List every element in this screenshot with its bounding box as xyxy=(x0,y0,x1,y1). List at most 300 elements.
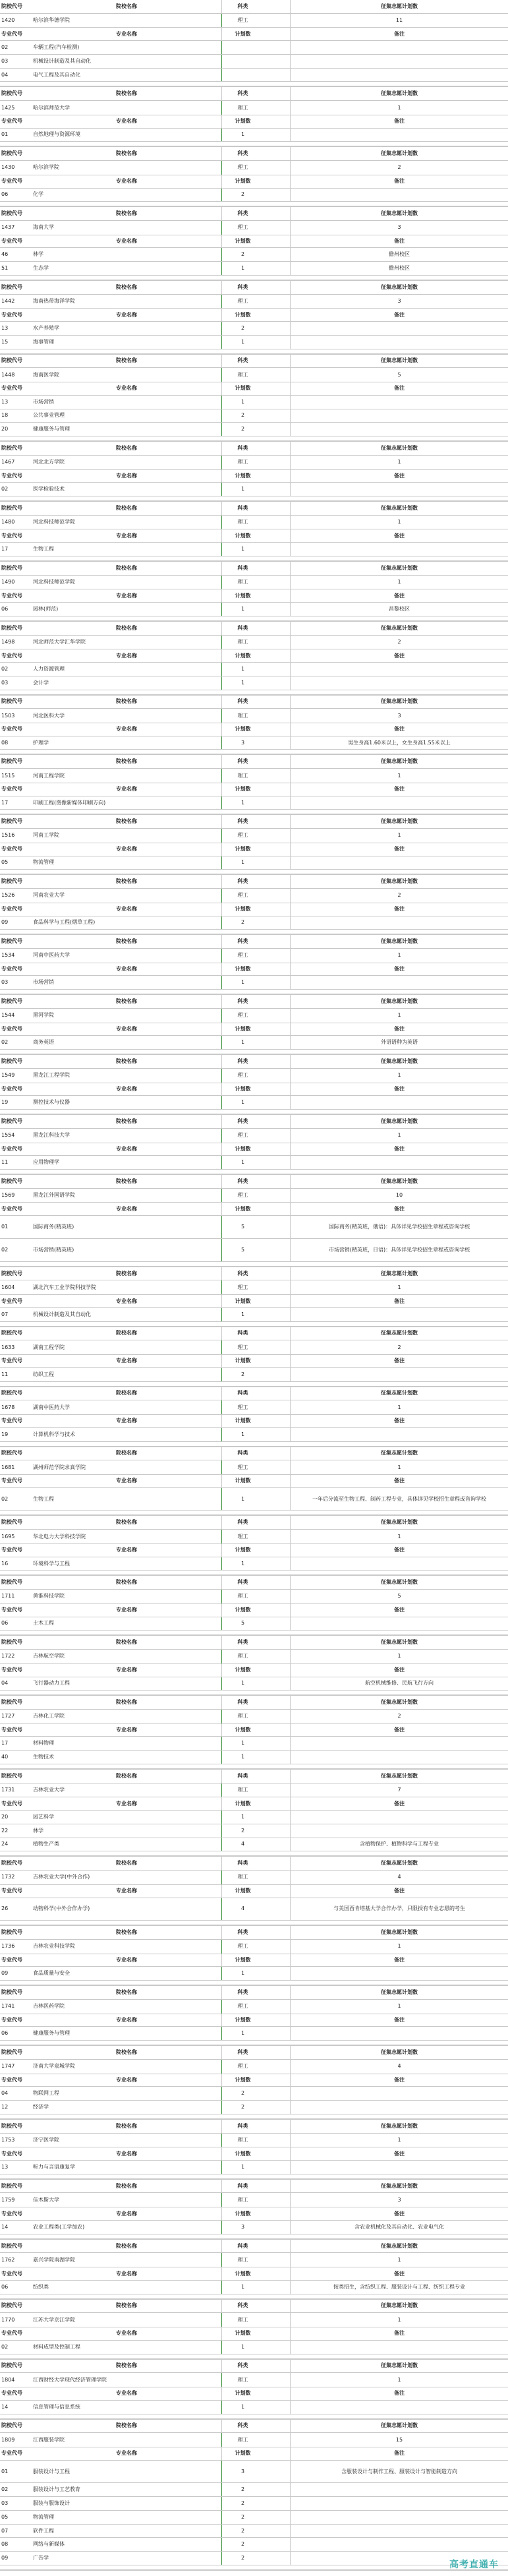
school-block xyxy=(0,2120,508,2180)
major-row xyxy=(0,2281,508,2294)
major-name: 机械设计制造及其自动化 xyxy=(33,57,91,64)
plan-count-header: 计划数 xyxy=(221,175,264,188)
major-name-header: 专业名称 xyxy=(116,906,137,913)
major-row xyxy=(0,1751,508,1764)
school-block xyxy=(0,2300,508,2360)
block-gap xyxy=(0,2565,508,2569)
plan-count-header: 计划数 xyxy=(221,1544,264,1557)
major-code: 03 xyxy=(1,679,9,686)
school-code-header: 院校代号 xyxy=(1,1270,22,1276)
major-name: 国际商务(精英班) xyxy=(33,1224,74,1230)
major-name: 纺织类 xyxy=(33,2283,49,2290)
plan-count-header: 计划数 xyxy=(221,1664,264,1677)
plan-value: 1 xyxy=(290,2313,508,2327)
major-name: 土木工程 xyxy=(33,1620,54,1627)
category-value: 理工 xyxy=(221,2193,264,2207)
major-count: 1 xyxy=(221,2161,264,2174)
major-name: 服装设计与工艺教育 xyxy=(33,2486,80,2493)
major-code: 04 xyxy=(1,1680,9,1687)
major-count: 1 xyxy=(221,1036,264,1049)
plan-value: 1 xyxy=(290,1400,508,1414)
block-gap xyxy=(0,1691,508,1694)
major-note xyxy=(290,976,508,989)
school-name-header: 院校名称 xyxy=(116,698,137,705)
category-value: 理工 xyxy=(221,1710,264,1723)
major-row xyxy=(0,2101,508,2114)
school-header-row xyxy=(0,995,508,1009)
school-name: 哈尔滨师范大学 xyxy=(33,104,70,111)
major-count: 1 xyxy=(221,336,264,349)
major-note: 一年后分流至生物工程、制药工程专业，具体详见学校招生章程或咨询学校 xyxy=(290,1488,508,1511)
major-row xyxy=(0,2341,508,2354)
major-name: 园林(师范) xyxy=(33,605,59,612)
major-name: 服装与服饰设计 xyxy=(33,2500,70,2507)
plan-header: 征集志愿计划数 xyxy=(290,207,508,220)
major-header-row xyxy=(0,1083,508,1096)
school-block xyxy=(0,1115,508,1175)
plan-value: 1 xyxy=(290,1460,508,1474)
notes-header: 备注 xyxy=(290,2207,508,2220)
school-code: 1727 xyxy=(1,1713,15,1720)
major-row xyxy=(0,129,508,142)
school-block xyxy=(0,502,508,562)
school-row xyxy=(0,1069,508,1083)
category-header: 科类 xyxy=(221,1175,264,1188)
major-name-header: 专业名称 xyxy=(116,2017,137,2023)
school-code-header: 院校代号 xyxy=(1,284,22,290)
plan-value: 1 xyxy=(290,101,508,115)
major-row xyxy=(0,2552,508,2565)
major-code: 02 xyxy=(1,1495,9,1502)
major-count: 2 xyxy=(221,2087,264,2100)
notes-header: 备注 xyxy=(290,1797,508,1810)
major-code: 13 xyxy=(1,398,9,405)
block-gap xyxy=(0,2114,508,2118)
school-block xyxy=(0,87,508,147)
category-header: 科类 xyxy=(221,1576,264,1589)
category-header: 科类 xyxy=(221,1770,264,1783)
notes-header: 备注 xyxy=(290,1143,508,1156)
major-name: 公共事业管理 xyxy=(33,412,65,419)
school-header-row xyxy=(0,562,508,576)
major-code: 02 xyxy=(1,665,9,672)
major-name-header: 专业名称 xyxy=(116,726,137,733)
major-code: 06 xyxy=(1,2030,9,2037)
major-note: 航空机械维修、民航飞行方向 xyxy=(290,1677,508,1691)
school-code-header: 院校代号 xyxy=(1,3,22,9)
school-header-row xyxy=(0,1055,508,1069)
school-name-header: 院校名称 xyxy=(116,2049,137,2055)
major-count: 1 xyxy=(221,483,264,496)
major-note xyxy=(290,2101,508,2114)
major-row xyxy=(0,1488,508,1511)
category-value: 理工 xyxy=(221,889,264,903)
plan-value: 1 xyxy=(290,576,508,589)
plan-count-header: 计划数 xyxy=(221,2447,264,2460)
plan-value: 1 xyxy=(290,2253,508,2267)
major-row xyxy=(0,603,508,616)
plan-count-header: 计划数 xyxy=(221,1083,264,1096)
school-code-header: 院校代号 xyxy=(1,938,22,945)
major-name-header: 专业名称 xyxy=(116,472,137,479)
major-name-header: 专业名称 xyxy=(116,1888,137,1894)
school-row xyxy=(0,709,508,723)
major-header-row xyxy=(0,2207,508,2221)
school-row xyxy=(0,1650,508,1664)
plan-count-header: 计划数 xyxy=(221,2014,264,2027)
plan-value: 1 xyxy=(290,949,508,963)
block-gap xyxy=(0,436,508,440)
major-row xyxy=(0,55,508,69)
school-row xyxy=(0,2253,508,2267)
category-value: 理工 xyxy=(221,1590,264,1603)
major-header-row xyxy=(0,1203,508,1216)
plan-count-header: 计划数 xyxy=(221,649,264,662)
major-code: 06 xyxy=(1,1620,9,1627)
plan-value: 1 xyxy=(290,829,508,843)
major-name-header: 专业名称 xyxy=(116,30,137,37)
major-note xyxy=(290,2087,508,2100)
category-header: 科类 xyxy=(221,2046,264,2059)
major-note: 按类招生，含纺织工程、服装设计与工程、纺织工程专业 xyxy=(290,2281,508,2294)
plan-count-header: 计划数 xyxy=(221,1724,264,1737)
major-code-header: 专业代号 xyxy=(1,385,22,392)
major-row xyxy=(0,736,508,750)
major-code-header: 专业代号 xyxy=(1,2150,22,2157)
major-name: 林学 xyxy=(33,1827,43,1834)
category-value: 理工 xyxy=(221,1340,264,1354)
major-name: 植物生产类 xyxy=(33,1841,59,1847)
school-header-row xyxy=(0,2300,508,2314)
major-name-header: 专业名称 xyxy=(116,2450,137,2457)
school-code: 1711 xyxy=(1,1593,15,1600)
school-name: 湖南中医药大学 xyxy=(33,1404,70,1410)
major-row xyxy=(0,976,508,990)
major-name: 市场营销 xyxy=(33,398,54,405)
school-name-header: 院校名称 xyxy=(116,504,137,511)
major-name: 护理学 xyxy=(33,739,49,746)
school-code-header: 院校代号 xyxy=(1,1330,22,1336)
category-header: 科类 xyxy=(221,1857,264,1870)
category-header: 科类 xyxy=(221,87,264,100)
school-block xyxy=(0,696,508,756)
plan-count-header: 计划数 xyxy=(221,1954,264,1967)
category-value: 理工 xyxy=(221,2373,264,2387)
major-name-header: 专业名称 xyxy=(116,1418,137,1424)
school-code-header: 院校代号 xyxy=(1,624,22,631)
category-header: 科类 xyxy=(221,0,264,13)
major-name-header: 专业名称 xyxy=(116,1607,137,1613)
major-header-row xyxy=(0,2267,508,2281)
major-code: 14 xyxy=(1,2223,9,2230)
major-name-header: 专业名称 xyxy=(116,385,137,392)
school-name: 吉林农业大学(中外合作) xyxy=(33,1874,90,1880)
notes-header: 备注 xyxy=(290,1664,508,1677)
school-code-header: 院校代号 xyxy=(1,210,22,217)
major-row xyxy=(0,1216,508,1239)
school-name-header: 院校名称 xyxy=(116,998,137,1005)
category-header: 科类 xyxy=(221,1327,264,1340)
major-name-header: 专业名称 xyxy=(116,2390,137,2397)
plan-count-header: 计划数 xyxy=(221,2207,264,2220)
school-code: 1467 xyxy=(1,459,15,465)
school-block xyxy=(0,755,508,815)
block-gap xyxy=(0,1262,508,1266)
notes-header: 备注 xyxy=(290,235,508,248)
major-count: 2 xyxy=(221,2525,264,2538)
major-code-header: 专业代号 xyxy=(1,726,22,733)
school-code-header: 院校代号 xyxy=(1,1058,22,1064)
major-name: 物流管理 xyxy=(33,2513,54,2520)
major-code-header: 专业代号 xyxy=(1,1800,22,1807)
major-name: 健康服务与管理 xyxy=(33,426,70,433)
school-name: 海南医学院 xyxy=(33,371,59,378)
school-code-header: 院校代号 xyxy=(1,2049,22,2055)
plan-value: 1 xyxy=(290,2373,508,2387)
block-gap xyxy=(0,616,508,620)
school-code: 1442 xyxy=(1,298,15,305)
category-header: 科类 xyxy=(221,995,264,1008)
major-row xyxy=(0,189,508,202)
school-header-row xyxy=(0,502,508,516)
major-code: 40 xyxy=(1,1754,9,1760)
school-header-row xyxy=(0,2046,508,2060)
major-header-row xyxy=(0,2387,508,2401)
major-count: 1 xyxy=(221,1967,264,1980)
major-count: 1 xyxy=(221,676,264,690)
major-code-header: 专业代号 xyxy=(1,1026,22,1033)
plan-value: 1 xyxy=(290,2134,508,2147)
major-header-row xyxy=(0,309,508,322)
school-name: 河北医科大学 xyxy=(33,712,65,719)
plan-count-header: 计划数 xyxy=(221,723,264,736)
major-note xyxy=(290,336,508,349)
major-code-header: 专业代号 xyxy=(1,592,22,599)
school-block xyxy=(0,995,508,1055)
category-value: 理工 xyxy=(221,101,264,115)
school-block xyxy=(0,1576,508,1636)
major-code: 16 xyxy=(1,1560,9,1567)
major-note xyxy=(290,1156,508,1169)
plan-header: 征集志愿计划数 xyxy=(290,1387,508,1400)
plan-value: 2 xyxy=(290,1710,508,1723)
major-row xyxy=(0,2511,508,2525)
major-name: 纺织工程 xyxy=(33,1371,54,1377)
school-row xyxy=(0,1009,508,1023)
major-note: 外语语种为英语 xyxy=(290,1036,508,1049)
major-count: 1 xyxy=(221,543,264,556)
school-code-header: 院校代号 xyxy=(1,1579,22,1586)
major-row xyxy=(0,2497,508,2511)
school-name-header: 院校名称 xyxy=(116,938,137,945)
school-row xyxy=(0,769,508,783)
major-header-row xyxy=(0,1604,508,1617)
plan-value: 4 xyxy=(290,1871,508,1884)
category-header: 科类 xyxy=(221,2420,264,2433)
major-count: 3 xyxy=(221,2461,264,2483)
school-row xyxy=(0,1940,508,1954)
major-row xyxy=(0,1967,508,1981)
school-code: 1437 xyxy=(1,224,15,231)
major-count: 1 xyxy=(221,1308,264,1321)
plan-header: 征集志愿计划数 xyxy=(290,502,508,515)
major-header-row xyxy=(0,903,508,916)
school-row xyxy=(0,295,508,309)
school-name: 济宁医学院 xyxy=(33,2136,59,2143)
major-name: 物联网工程 xyxy=(33,2090,59,2097)
plan-count-header: 计划数 xyxy=(221,1415,264,1427)
major-count: 1 xyxy=(221,262,264,275)
plan-header: 征集志愿计划数 xyxy=(290,2420,508,2433)
plan-header: 征集志愿计划数 xyxy=(290,281,508,294)
plan-value: 4 xyxy=(290,2060,508,2074)
major-name-header: 专业名称 xyxy=(116,966,137,973)
major-header-row xyxy=(0,1475,508,1488)
major-code-header: 专业代号 xyxy=(1,2330,22,2337)
school-code: 1569 xyxy=(1,1192,15,1199)
category-value: 理工 xyxy=(221,949,264,963)
major-row xyxy=(0,423,508,436)
block-gap xyxy=(0,82,508,86)
major-code: 17 xyxy=(1,1740,9,1747)
school-code-header: 院校代号 xyxy=(1,818,22,825)
category-header: 科类 xyxy=(221,1447,264,1460)
school-name: 河南工学院 xyxy=(33,832,59,839)
major-name-header: 专业名称 xyxy=(116,2330,137,2337)
school-block xyxy=(0,2420,508,2571)
major-row xyxy=(0,69,508,82)
plan-count-header: 计划数 xyxy=(221,1295,264,1307)
major-code-header: 专业代号 xyxy=(1,1145,22,1152)
category-header: 科类 xyxy=(221,2240,264,2253)
school-block xyxy=(0,1267,508,1327)
category-header: 科类 xyxy=(221,1516,264,1529)
block-gap xyxy=(0,1322,508,1326)
major-name: 网络与新媒体 xyxy=(33,2541,65,2548)
major-count: 2 xyxy=(221,248,264,261)
major-count: 1 xyxy=(221,1751,264,1764)
major-row xyxy=(0,1898,508,1921)
major-header-row xyxy=(0,1415,508,1428)
plan-header: 征集志愿计划数 xyxy=(290,1327,508,1340)
plan-count-header: 计划数 xyxy=(221,783,264,796)
school-name: 江西财经大学现代经济管理学院 xyxy=(33,2376,107,2383)
major-name: 食品质量与安全 xyxy=(33,1970,70,1977)
major-name-header: 专业名称 xyxy=(116,2270,137,2277)
plan-header: 征集志愿计划数 xyxy=(290,1516,508,1529)
major-code: 07 xyxy=(1,2527,9,2534)
major-code: 07 xyxy=(1,1311,9,1317)
plan-header: 征集志愿计划数 xyxy=(290,1055,508,1068)
category-value: 理工 xyxy=(221,1460,264,1474)
category-header: 科类 xyxy=(221,1636,264,1649)
plan-count-header: 计划数 xyxy=(221,1023,264,1036)
major-name: 市场营销 xyxy=(33,979,54,986)
school-row xyxy=(0,576,508,590)
major-note xyxy=(290,423,508,436)
category-value: 理工 xyxy=(221,2253,264,2267)
major-name: 化学 xyxy=(33,191,43,198)
notes-header: 备注 xyxy=(290,2387,508,2400)
school-header-row xyxy=(0,875,508,889)
category-header: 科类 xyxy=(221,1387,264,1400)
school-name-header: 院校名称 xyxy=(116,1929,137,1936)
major-header-row xyxy=(0,1954,508,1967)
major-count: 1 xyxy=(221,129,264,142)
major-name: 水产养殖学 xyxy=(33,325,59,332)
block-gap xyxy=(0,1631,508,1634)
category-header: 科类 xyxy=(221,1926,264,1939)
major-header-row xyxy=(0,2327,508,2341)
plan-count-header: 计划数 xyxy=(221,1797,264,1810)
major-code-header: 专业代号 xyxy=(1,1547,22,1553)
school-name: 吉林化工学院 xyxy=(33,1713,65,1720)
plan-value: 10 xyxy=(290,1189,508,1203)
notes-header: 备注 xyxy=(290,649,508,662)
school-row xyxy=(0,889,508,903)
major-code: 09 xyxy=(1,1970,9,1977)
school-name: 黑龙江外国语学院 xyxy=(33,1192,75,1199)
school-row xyxy=(0,516,508,530)
school-code-header: 院校代号 xyxy=(1,2242,22,2249)
school-code-header: 院校代号 xyxy=(1,2182,22,2189)
school-code-header: 院校代号 xyxy=(1,1178,22,1184)
major-count: 4 xyxy=(221,1838,264,1851)
notes-header: 备注 xyxy=(290,1475,508,1487)
major-count: 5 xyxy=(221,1239,264,1261)
major-count xyxy=(221,41,264,54)
major-name: 车辆工程(汽车检测) xyxy=(33,44,80,51)
category-value: 理工 xyxy=(221,2313,264,2327)
major-name: 市场营销(精英班) xyxy=(33,1246,74,1253)
plan-header: 征集志愿计划数 xyxy=(290,442,508,455)
category-value: 理工 xyxy=(221,1129,264,1143)
school-header-row xyxy=(0,1576,508,1590)
school-row xyxy=(0,1871,508,1885)
major-name: 信息管理与信息系统 xyxy=(33,2403,80,2410)
category-value: 理工 xyxy=(221,636,264,649)
category-header: 科类 xyxy=(221,502,264,515)
block-gap xyxy=(0,810,508,814)
school-name: 佳木斯大学 xyxy=(33,2196,59,2203)
school-code: 1503 xyxy=(1,712,15,719)
school-code-header: 院校代号 xyxy=(1,2302,22,2309)
notes-header: 备注 xyxy=(290,2147,508,2160)
school-block xyxy=(0,207,508,281)
major-count: 1 xyxy=(221,2281,264,2294)
block-gap xyxy=(0,1050,508,1054)
major-note xyxy=(290,1096,508,1109)
major-note xyxy=(290,1308,508,1321)
category-header: 科类 xyxy=(221,355,264,368)
school-block xyxy=(0,935,508,995)
major-row xyxy=(0,663,508,676)
school-name-header: 院校名称 xyxy=(116,1450,137,1456)
plan-count-header: 计划数 xyxy=(221,1355,264,1367)
major-count: 1 xyxy=(221,2027,264,2040)
plan-header: 征集志愿计划数 xyxy=(290,1926,508,1939)
category-header: 科类 xyxy=(221,875,264,888)
major-count: 2 xyxy=(221,2538,264,2551)
school-block xyxy=(0,622,508,696)
category-value: 理工 xyxy=(221,2134,264,2147)
major-code: 01 xyxy=(1,2468,9,2474)
major-note xyxy=(290,41,508,54)
school-name-header: 院校名称 xyxy=(116,1178,137,1184)
major-note xyxy=(290,856,508,870)
major-count: 1 xyxy=(221,1488,264,1511)
major-row xyxy=(0,1617,508,1631)
